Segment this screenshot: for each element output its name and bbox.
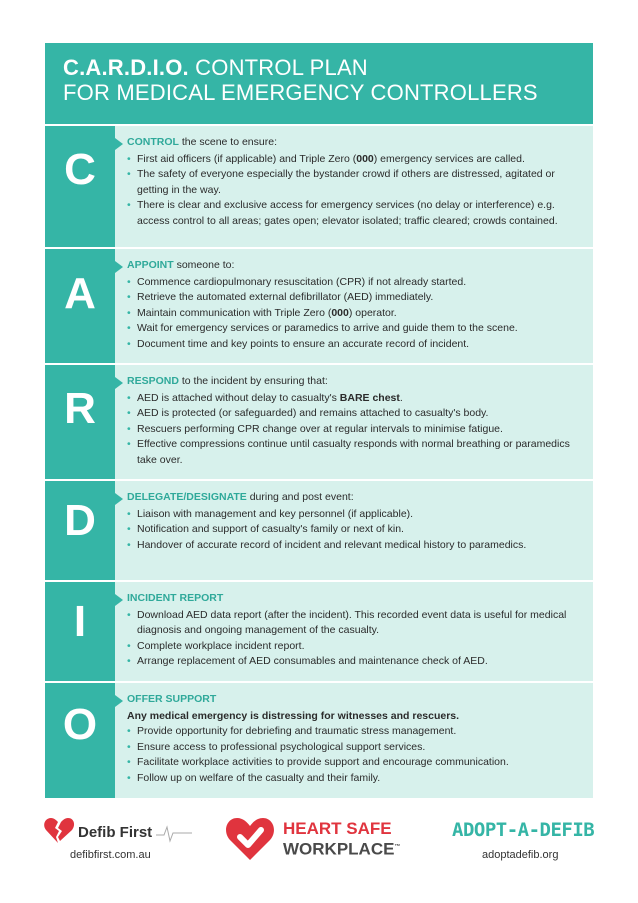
- defib-first-url[interactable]: defibfirst.com.au: [70, 849, 151, 861]
- list-item: • Follow up on welfare of the casualty and their family.: [127, 771, 585, 787]
- adopt-a-defib-url[interactable]: adoptadefib.org: [482, 849, 559, 861]
- section-o: [45, 681, 593, 798]
- poster-subtitle: FOR MEDICAL EMERGENCY CONTROLLERS: [63, 80, 538, 105]
- section-heading: DELEGATE/DESIGNATE during and post event:: [127, 491, 354, 503]
- section-list: [127, 152, 585, 230]
- list-item: • Complete workplace incident report.: [127, 639, 585, 655]
- section-list: [127, 507, 585, 554]
- section-d: [45, 479, 593, 580]
- ecg-line-icon: [156, 827, 192, 841]
- list-item: • Retrieve the automated external defibrillator (AED) immediately.: [127, 290, 585, 306]
- arrow-marker: [115, 261, 123, 273]
- list-item: • Wait for emergency services or paramedics to arrive and guide them to the scene.: [127, 321, 585, 337]
- list-item: • Ensure access to professional psychological support services.: [127, 740, 585, 756]
- list-item: • Download AED data report (after the incident). This recorded event data is useful for medical diagnosis and ongoing management of the casualty.: [127, 608, 585, 639]
- broken-heart-icon: [44, 818, 59, 843]
- poster-header: [45, 43, 593, 124]
- section-list: [127, 391, 585, 469]
- list-item: • Effective compressions continue until casualty responds with normal breathing or paramedics take over.: [127, 437, 585, 468]
- section-letter: C: [64, 145, 96, 194]
- footer: [0, 805, 638, 903]
- arrow-marker: [115, 493, 123, 505]
- list-item: • AED is attached without delay to casualty's BARE chest.: [127, 391, 585, 407]
- section-letter: A: [64, 269, 96, 318]
- section-heading: APPOINT someone to:: [127, 259, 235, 271]
- section-letter: R: [64, 384, 96, 433]
- section-heading: CONTROL the scene to ensure:: [127, 136, 277, 148]
- heart-check-icon: [225, 815, 275, 863]
- section-list: [127, 724, 585, 786]
- list-item: • Notification and support of casualty's family or next of kin.: [127, 522, 585, 538]
- list-item: • The safety of everyone especially the bystander crowd if others are distressed, agitated or getting in the way.: [127, 167, 585, 198]
- support-statement: Any medical emergency is distressing for witnesses and rescuers.: [127, 709, 460, 722]
- section-heading: INCIDENT REPORT: [127, 592, 224, 604]
- list-item: • Rescuers performing CPR change over at regular intervals to minimise fatigue.: [127, 422, 585, 438]
- section-letter: D: [64, 496, 96, 545]
- arrow-marker: [115, 138, 123, 150]
- cardio-poster: [45, 43, 593, 798]
- list-item: • Maintain communication with Triple Zero (000) operator.: [127, 306, 585, 322]
- arrow-marker: [115, 594, 123, 606]
- arrow-marker: [115, 695, 123, 707]
- section-heading: OFFER SUPPORT: [127, 693, 217, 705]
- list-item: • Facilitate workplace activities to provide support and encourage communication.: [127, 755, 585, 771]
- list-item: • Document time and key points to ensure an accurate record of incident.: [127, 337, 585, 353]
- list-item: • Liaison with management and key personnel (if applicable).: [127, 507, 585, 523]
- section-list: [127, 275, 585, 353]
- list-item: • There is clear and exclusive access for emergency services (no delay or interference) e.g. access control to all areas; gates open; elevator isolated; traffic cleared; crowds contained.: [127, 198, 585, 229]
- defib-first-name: Defib First: [78, 824, 153, 841]
- list-item: • Arrange replacement of AED consumables and maintenance check of AED.: [127, 654, 585, 670]
- list-item: • First aid officers (if applicable) and Triple Zero (000) emergency services are called.: [127, 152, 585, 168]
- section-i: [45, 580, 593, 681]
- list-item: • AED is protected (or safeguarded) and remains attached to casualty's body.: [127, 406, 585, 422]
- section-letter: I: [73, 597, 87, 646]
- section-r: [45, 363, 593, 479]
- section-heading: RESPOND to the incident by ensuring that:: [127, 375, 328, 387]
- list-item: • Handover of accurate record of incident and relevant medical history to paramedics.: [127, 538, 585, 554]
- section-c: [45, 124, 593, 247]
- arrow-marker: [115, 377, 123, 389]
- list-item: • Commence cardiopulmonary resuscitation (CPR) if not already started.: [127, 275, 585, 291]
- defib-first-logo: [44, 817, 194, 845]
- adopt-a-defib-logo: ADOPT-A-DEFIB: [452, 819, 595, 841]
- section-letter: O: [62, 700, 98, 749]
- section-list: [127, 608, 585, 670]
- section-a: [45, 247, 593, 363]
- list-item: • Provide opportunity for debriefing and traumatic stress management.: [127, 724, 585, 740]
- heart-safe-workplace-logo: HEART SAFE WORKPLACE™: [283, 819, 401, 859]
- poster-title: C.A.R.D.I.O. CONTROL PLAN: [63, 55, 368, 80]
